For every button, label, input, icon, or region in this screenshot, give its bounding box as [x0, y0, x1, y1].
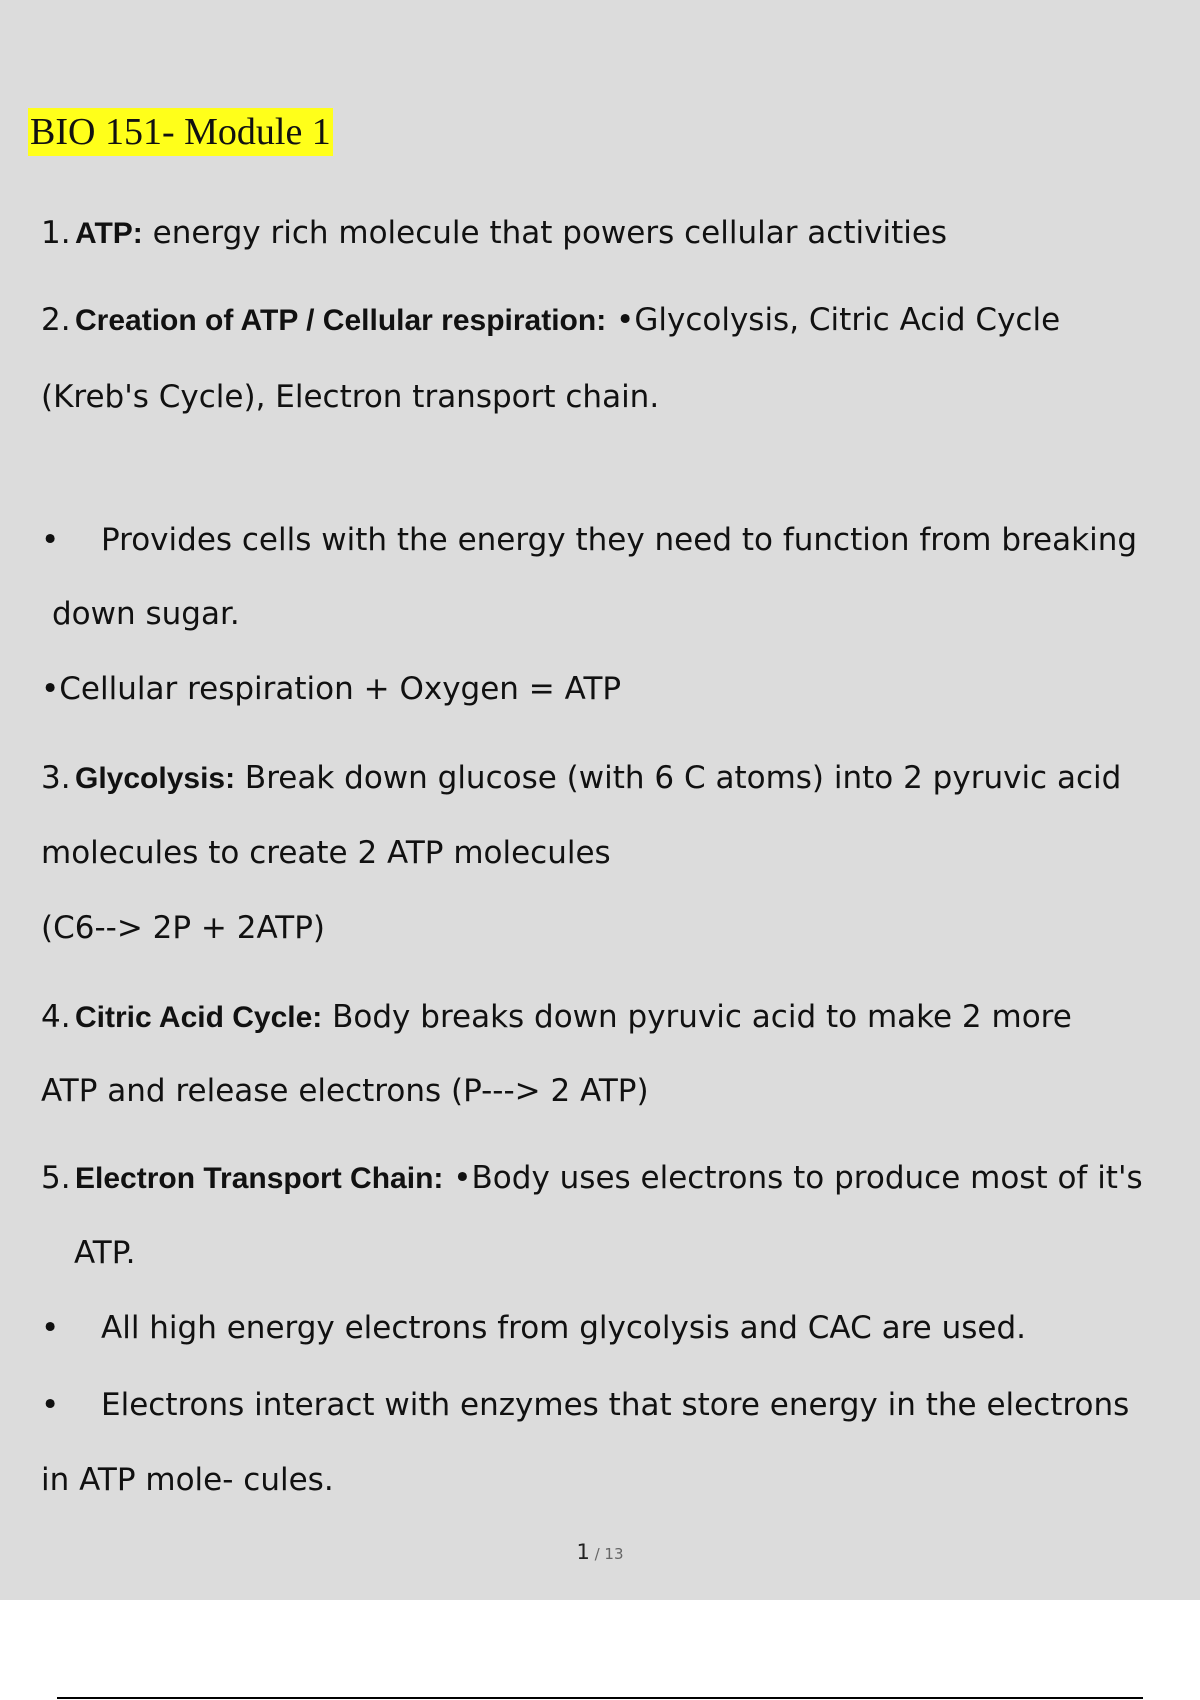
item-number: 3. — [41, 760, 71, 796]
bullet-symbol: • — [41, 1310, 60, 1346]
item-term: Citric Acid Cycle: — [75, 1001, 323, 1034]
list-item-4-continuation: ATP and release electrons (P---> 2 ATP) — [41, 1073, 649, 1109]
item-number: 4. — [41, 999, 71, 1035]
bullet-item — [41, 1385, 1129, 1425]
page-total: / 13 — [589, 1545, 624, 1563]
item-text: energy rich molecule that powers cellular activities — [142, 215, 948, 251]
list-item-3-continuation: molecules to create 2 ATP molecules — [41, 835, 611, 871]
item-text: Break down glucose (with 6 C atoms) into 2 pyruvic acid — [235, 760, 1122, 796]
bullet-symbol: • — [41, 1387, 60, 1423]
item-number: 2. — [41, 302, 71, 338]
bullet-item: •Cellular respiration + Oxygen = ATP — [41, 671, 622, 707]
bullet-item-continuation: down sugar. — [52, 596, 240, 632]
item-term: Electron Transport Chain: — [75, 1162, 444, 1195]
item-text: Body breaks down pyruvic acid to make 2 more — [322, 999, 1072, 1035]
item-text: •Body uses electrons to produce most of it's — [443, 1160, 1143, 1196]
page-number — [0, 1540, 1200, 1564]
item-text: •Glycolysis, Citric Acid Cycle — [606, 302, 1061, 338]
list-item-4 — [41, 997, 1072, 1038]
item-number: 1. — [41, 215, 71, 251]
item-number: 5. — [41, 1160, 71, 1196]
list-item-2 — [41, 300, 1060, 341]
bullet-item — [41, 520, 1137, 560]
document-title: BIO 151- Module 1 — [28, 108, 333, 156]
page-divider — [57, 1697, 1143, 1699]
list-item-1 — [41, 213, 947, 254]
bullet-item-continuation: in ATP mole- cules. — [41, 1462, 334, 1498]
page-current: 1 — [576, 1540, 590, 1564]
item-term: ATP: — [75, 217, 143, 250]
list-item-3-formula: (C6--> 2P + 2ATP) — [41, 910, 326, 946]
bullet-text: Provides cells with the energy they need to function from breaking — [101, 522, 1138, 558]
list-item-5-continuation: ATP. — [74, 1235, 136, 1271]
bullet-symbol: • — [41, 522, 60, 558]
list-item-2-continuation: (Kreb's Cycle), Electron transport chain. — [41, 379, 660, 415]
bullet-text: All high energy electrons from glycolysis and CAC are used. — [101, 1310, 1026, 1346]
item-term: Glycolysis: — [75, 762, 236, 795]
bullet-text: Electrons interact with enzymes that store energy in the electrons — [101, 1387, 1130, 1423]
list-item-3 — [41, 758, 1121, 799]
bullet-item — [41, 1308, 1026, 1348]
list-item-5 — [41, 1158, 1143, 1199]
item-term: Creation of ATP / Cellular respiration: — [75, 304, 607, 337]
